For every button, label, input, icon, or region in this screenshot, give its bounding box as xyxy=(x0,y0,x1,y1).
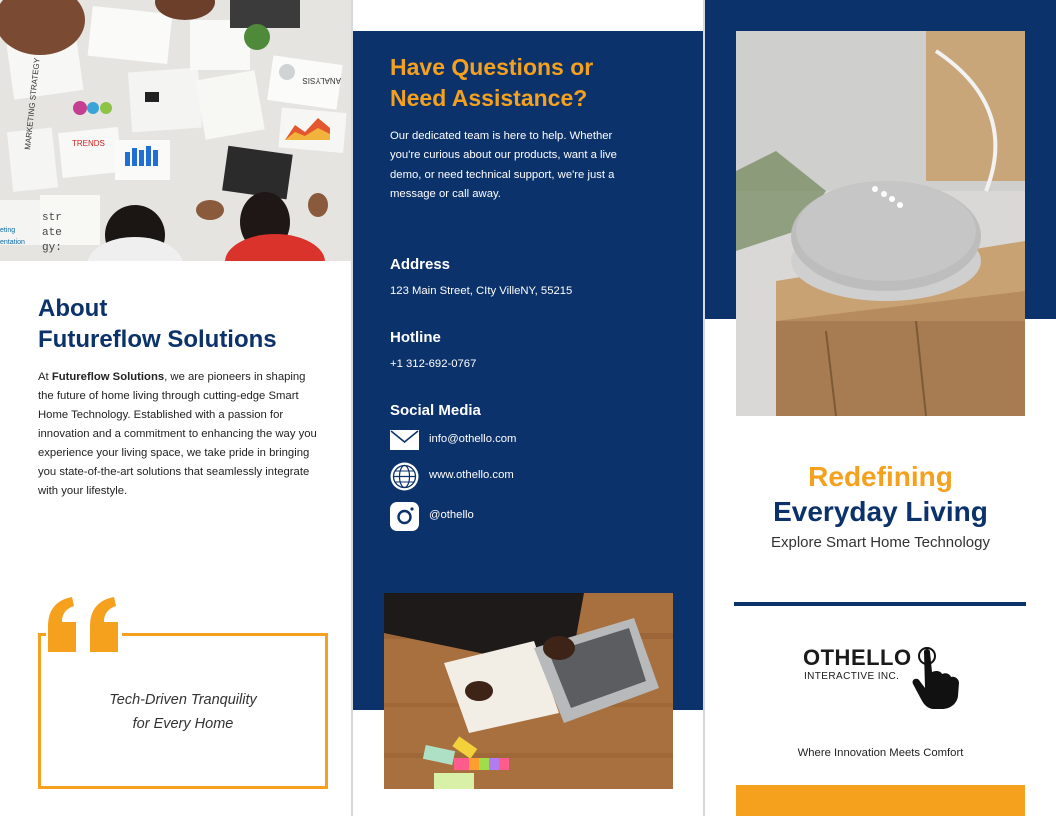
contact-heading xyxy=(390,52,593,114)
about-body-text: , we are pioneers in shaping the future of home living through cutting-edge Smart Home Technology. Established with a passion for innovation and a commitment to enhancing the way you experience your living space, we take pride in bringing you state-of-the-art solutions that seamlessly integrate with your lifestyle. xyxy=(38,371,317,497)
about-body xyxy=(38,368,318,501)
website-link[interactable]: www.othello.com xyxy=(429,469,514,481)
about-title xyxy=(38,293,277,355)
quote-line2: for Every Home xyxy=(132,716,234,732)
instagram-handle[interactable]: @othello xyxy=(429,509,474,521)
svg-text:TRENDS: TRENDS xyxy=(72,139,105,148)
contact-heading-line1: Have Questions or xyxy=(390,54,594,80)
quote-mark-icon xyxy=(46,596,122,656)
svg-text:str: str xyxy=(42,212,62,224)
quote-line1: Tech-Driven Tranquility xyxy=(109,692,257,708)
quote-text xyxy=(41,688,325,736)
hotline-label: Hotline xyxy=(390,329,441,346)
svg-text:gy:: gy: xyxy=(42,242,62,254)
team-meeting-photo xyxy=(0,0,352,261)
email-link[interactable]: info@othello.com xyxy=(429,433,517,445)
headline-line2: Everyday Living xyxy=(773,496,988,527)
svg-text:ANALYSIS: ANALYSIS xyxy=(302,76,341,85)
about-title-line1: About xyxy=(38,295,108,322)
svg-text:ate: ate xyxy=(42,227,62,239)
svg-text:eting: eting xyxy=(0,227,16,234)
company-logo xyxy=(800,643,970,713)
cover-subhead: Explore Smart Home Technology xyxy=(771,534,990,551)
address-value: 123 Main Street, CIty VilleNY, 55215 xyxy=(390,285,573,297)
address-label: Address xyxy=(390,256,451,273)
svg-text:MARKETING STRATEGY: MARKETING STRATEGY xyxy=(23,57,42,151)
laptop-notebook-photo xyxy=(384,593,673,789)
social-media-label: Social Media xyxy=(390,402,481,419)
contact-heading-line2: Need Assistance? xyxy=(390,85,588,111)
svg-text:entation: entation xyxy=(0,239,25,246)
cover-orange-bar xyxy=(736,785,1025,816)
email-icon xyxy=(390,426,419,455)
cover-rule xyxy=(734,602,1026,606)
about-company-name: Futureflow Solutions xyxy=(51,371,165,383)
smart-speaker-photo xyxy=(736,31,1025,416)
cover-headline xyxy=(705,459,1056,529)
instagram-icon xyxy=(390,502,419,531)
hotline-value[interactable]: +1 312-692-0767 xyxy=(390,358,477,370)
logo-main-text: OTHELLO xyxy=(803,645,912,670)
about-title-line2: Futureflow Solutions xyxy=(38,326,277,353)
about-intro: At xyxy=(38,371,52,383)
pointing-hand-icon xyxy=(910,646,965,710)
logo-sub-text: INTERACTIVE INC. xyxy=(804,671,900,682)
globe-icon xyxy=(390,462,419,491)
contact-intro: Our dedicated team is here to help. Whether you're curious about our products, want a live demo, or need technical support, we're just a message or call away. xyxy=(390,130,617,200)
headline-line1: Redefining xyxy=(808,461,953,492)
logo-tagline: Where Innovation Meets Comfort xyxy=(797,747,964,759)
